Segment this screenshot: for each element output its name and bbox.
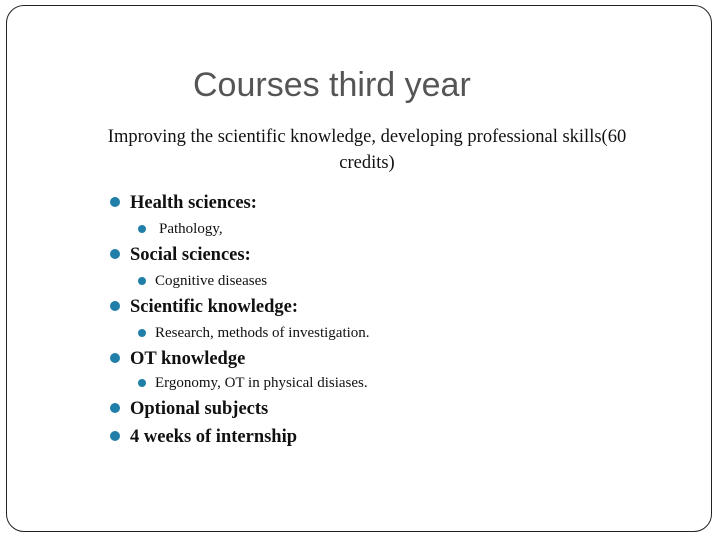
slide-subtitle	[47, 124, 687, 176]
bullet-label: 4 weeks of internship	[130, 427, 298, 447]
subtitle-line-1: Improving the scientific knowledge, developing professional skills(60	[107, 127, 627, 147]
slide-frame	[6, 5, 712, 532]
sub-bullet-item-cognitive-diseases	[138, 273, 267, 290]
sub-bullet-label: Ergonomy, OT in physical disiases.	[155, 375, 368, 391]
bullet-dot-icon	[110, 353, 120, 363]
bullet-label: Scientific knowledge:	[130, 297, 299, 317]
sub-bullet-item-pathology	[138, 221, 223, 238]
sub-bullet-item-ergonomy	[138, 375, 368, 392]
bullet-dot-icon	[138, 329, 146, 337]
slide-title: Courses third year	[193, 66, 471, 104]
subtitle-line-2: credits)	[339, 153, 395, 173]
bullet-item-optional-subjects	[110, 399, 268, 420]
bullet-item-internship	[110, 427, 297, 448]
bullet-item-social-sciences	[110, 245, 251, 266]
bullet-dot-icon	[110, 249, 120, 259]
bullet-label: OT knowledge	[130, 349, 246, 369]
bullet-item-health-sciences	[110, 193, 257, 214]
bullet-label: Health sciences:	[130, 193, 257, 213]
sub-bullet-label: Research, methods of investigation.	[155, 325, 370, 341]
sub-bullet-label: Cognitive diseases	[155, 273, 268, 289]
bullet-dot-icon	[110, 301, 120, 311]
bullet-item-scientific-knowledge	[110, 297, 298, 318]
bullet-dot-icon	[110, 403, 120, 413]
bullet-dot-icon	[138, 277, 146, 285]
bullet-dot-icon	[138, 379, 146, 387]
bullet-label: Optional subjects	[130, 399, 269, 419]
bullet-dot-icon	[138, 225, 146, 233]
bullet-dot-icon	[110, 197, 120, 207]
sub-bullet-item-research-methods	[138, 325, 370, 342]
bullet-item-ot-knowledge	[110, 349, 245, 370]
bullet-dot-icon	[110, 431, 120, 441]
sub-bullet-label: Pathology,	[159, 221, 223, 237]
bullet-label: Social sciences:	[130, 245, 251, 265]
